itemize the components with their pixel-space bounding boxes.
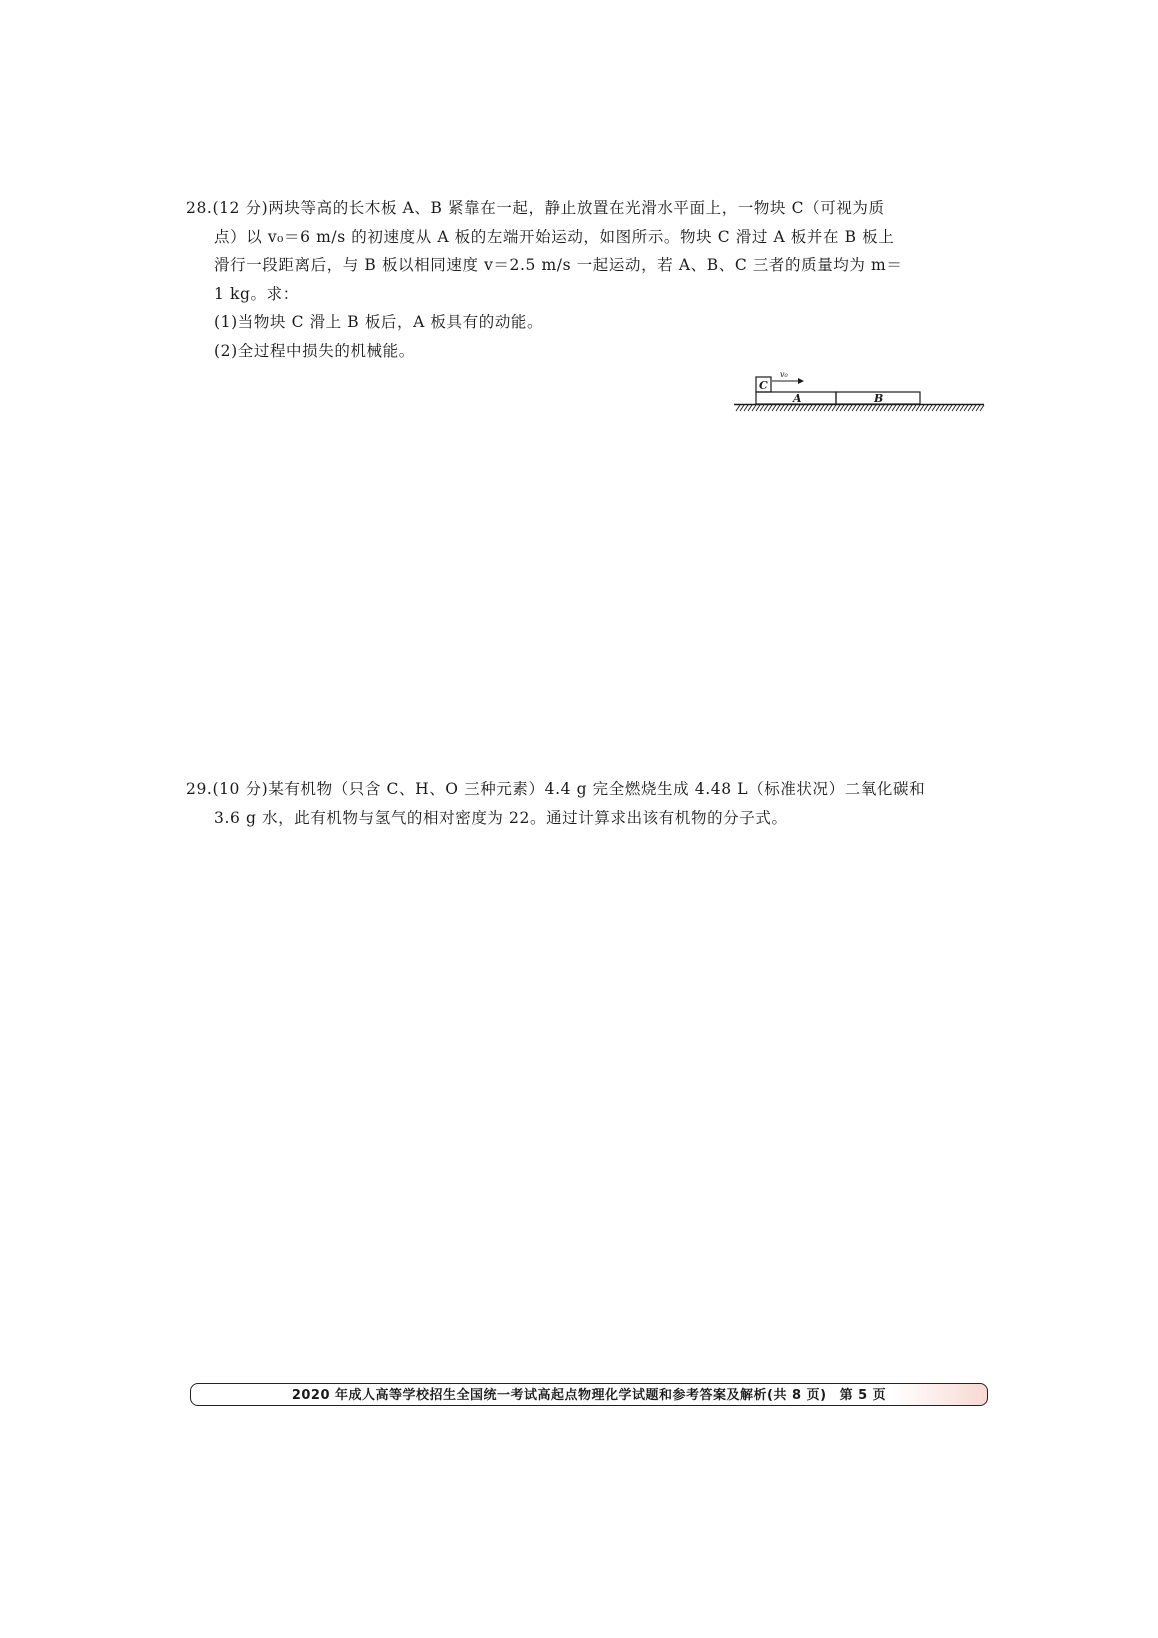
hatch-mark xyxy=(848,405,852,411)
hatch-mark xyxy=(768,405,772,411)
hatch-mark xyxy=(800,405,804,411)
footer-page-number: 第 5 页 xyxy=(839,1388,887,1403)
page-footer xyxy=(190,1383,988,1406)
hatch-mark xyxy=(772,405,776,411)
hatch-mark xyxy=(776,405,780,411)
question-28-line-2: 点）以 v₀＝6 m/s 的初速度从 A 板的左端开始运动，如图所示。物块 C 滑过 A 板并在 B 板上 xyxy=(214,227,895,246)
question-28-line-3: 滑行一段距离后，与 B 板以相同速度 v＝2.5 m/s 一起运动，若 A、B、C 三者的质量均为 m＝ xyxy=(214,256,903,274)
hatch-mark xyxy=(812,405,816,411)
hatch-mark xyxy=(948,405,952,411)
hatch-mark xyxy=(920,405,924,411)
hatch-mark xyxy=(836,405,840,411)
hatch-mark xyxy=(956,405,960,411)
label-a: A xyxy=(793,392,802,405)
hatch-mark xyxy=(912,405,916,411)
hatch-mark xyxy=(860,405,864,411)
hatch-mark xyxy=(916,405,920,411)
hatch-mark xyxy=(824,405,828,411)
hatch-mark xyxy=(960,405,964,411)
question-28-figure xyxy=(734,367,986,417)
hatch-mark xyxy=(828,405,832,411)
hatch-mark xyxy=(940,405,944,411)
board-diagram xyxy=(734,367,986,417)
question-28-sub-2: (2)全过程中损失的机械能。 xyxy=(214,341,415,360)
hatch-mark xyxy=(832,405,836,411)
hatch-mark xyxy=(924,405,928,411)
question-29 xyxy=(186,775,986,832)
hatch-mark xyxy=(736,405,740,411)
hatch-mark xyxy=(972,405,976,411)
hatch-mark xyxy=(928,405,932,411)
hatch-mark xyxy=(760,405,764,411)
footer-title: 2020 年成人高等学校招生全国统一考试高起点物理化学试题和参考答案及解析(共 8 页) xyxy=(291,1388,827,1403)
question-29-line-1: 29.(10 分)某有机物（只含 C、H、O 三种元素）4.4 g 完全燃烧生成 4.48 L（标准状况）二氧化碳和 xyxy=(186,780,926,798)
hatch-mark xyxy=(964,405,968,411)
velocity-arrowhead xyxy=(798,378,804,384)
hatch-mark xyxy=(952,405,956,411)
hatch-mark xyxy=(896,405,900,411)
hatch-mark xyxy=(780,405,784,411)
hatch-mark xyxy=(844,405,848,411)
hatch-mark xyxy=(808,405,812,411)
hatch-mark xyxy=(980,405,984,411)
hatch-mark xyxy=(852,405,856,411)
hatch-mark xyxy=(840,405,844,411)
hatch-mark xyxy=(804,405,808,411)
hatch-mark xyxy=(944,405,948,411)
hatch-mark xyxy=(792,405,796,411)
question-29-line-2: 3.6 g 水，此有机物与氢气的相对密度为 22。通过计算求出该有机物的分子式。 xyxy=(214,808,788,827)
ground-hatching xyxy=(736,405,984,411)
hatch-mark xyxy=(764,405,768,411)
question-28-line-1: 28.(12 分)两块等高的长木板 A、B 紧靠在一起，静止放置在光滑水平面上，一物块 C（可视为质 xyxy=(186,199,885,217)
hatch-mark xyxy=(876,405,880,411)
hatch-mark xyxy=(892,405,896,411)
question-28-line-4: 1 kg。求： xyxy=(214,284,299,303)
hatch-mark xyxy=(880,405,884,411)
hatch-mark xyxy=(856,405,860,411)
label-c: C xyxy=(759,379,768,392)
hatch-mark xyxy=(744,405,748,411)
label-v0: v₀ xyxy=(780,370,788,379)
hatch-mark xyxy=(752,405,756,411)
question-28 xyxy=(186,194,986,365)
hatch-mark xyxy=(864,405,868,411)
hatch-mark xyxy=(900,405,904,411)
hatch-mark xyxy=(936,405,940,411)
hatch-mark xyxy=(788,405,792,411)
question-28-sub-1: (1)当物块 C 滑上 B 板后，A 板具有的动能。 xyxy=(214,313,544,331)
hatch-mark xyxy=(968,405,972,411)
hatch-mark xyxy=(748,405,752,411)
hatch-mark xyxy=(888,405,892,411)
label-b: B xyxy=(874,392,884,405)
hatch-mark xyxy=(932,405,936,411)
hatch-mark xyxy=(796,405,800,411)
hatch-mark xyxy=(740,405,744,411)
hatch-mark xyxy=(884,405,888,411)
hatch-mark xyxy=(816,405,820,411)
hatch-mark xyxy=(820,405,824,411)
hatch-mark xyxy=(784,405,788,411)
hatch-mark xyxy=(872,405,876,411)
hatch-mark xyxy=(976,405,980,411)
hatch-mark xyxy=(868,405,872,411)
hatch-mark xyxy=(904,405,908,411)
hatch-mark xyxy=(756,405,760,411)
hatch-mark xyxy=(908,405,912,411)
